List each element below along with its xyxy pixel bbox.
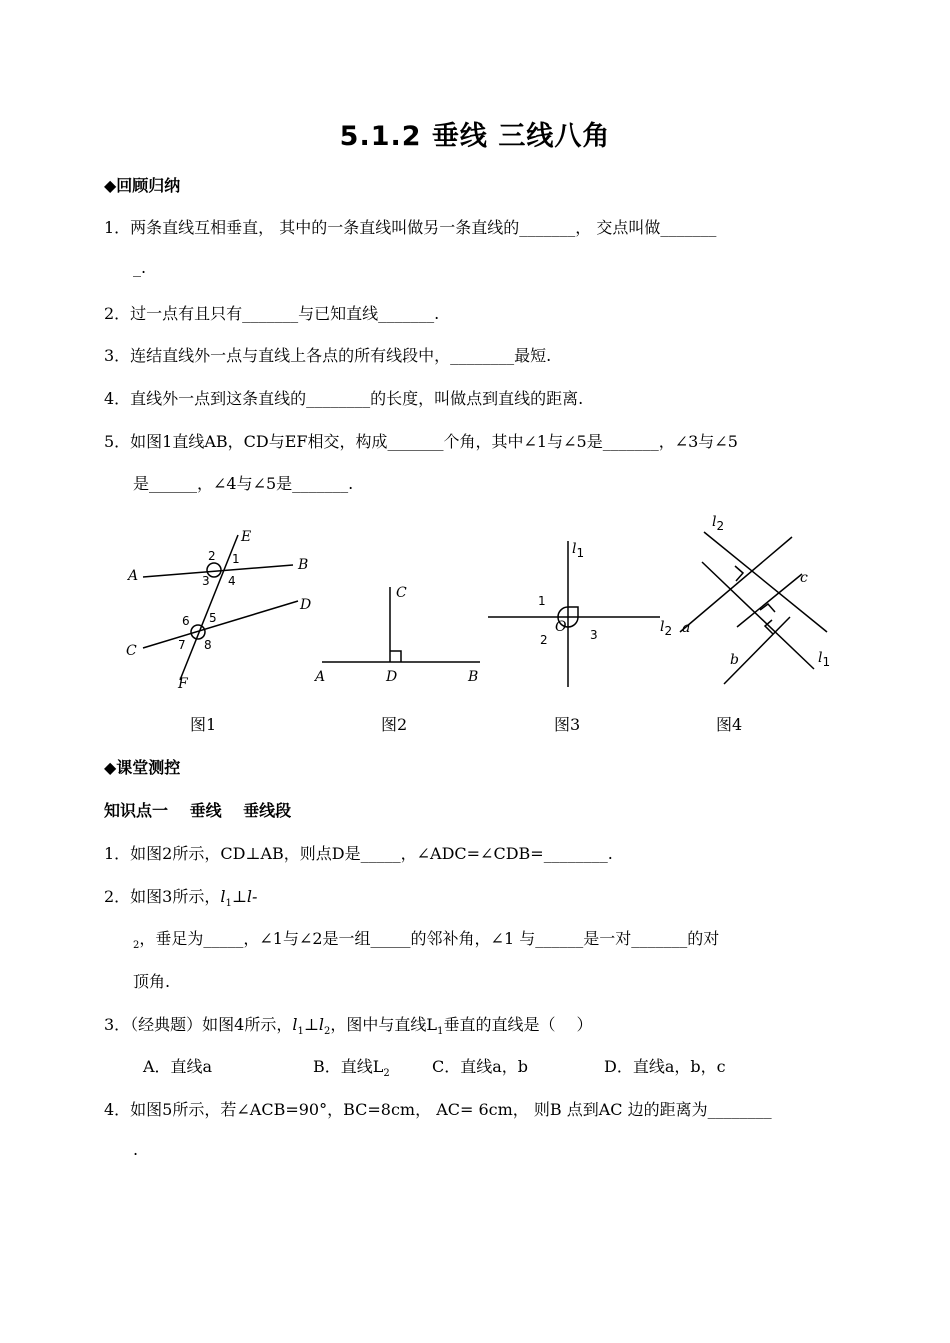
- q2-l1-sub: 1: [225, 898, 232, 910]
- review-question-5-cont: 是______，∠4与∠5是_______.: [133, 474, 354, 493]
- fig1-angle-2: 2: [208, 549, 216, 563]
- figure-2: [310, 575, 490, 690]
- figure-1: [118, 525, 318, 695]
- fig4-label-a: a: [682, 620, 691, 636]
- fig1-angle-7: 7: [178, 638, 186, 652]
- fig1-angle-3: 3: [202, 574, 210, 588]
- classroom-question-2: [104, 884, 257, 909]
- figure-3: [482, 535, 682, 695]
- figure-2-caption: 图2: [381, 715, 408, 734]
- classroom-question-4-cont: .: [133, 1140, 139, 1159]
- review-question-2: 2．过一点有且只有_______与已知直线_______.: [104, 304, 440, 323]
- q3-l2: l: [318, 1015, 325, 1034]
- q3-prefix: 3．（经典题）如图4所示，: [104, 1015, 293, 1034]
- option-b: [313, 1054, 390, 1079]
- review-question-5: 5．如图1直线AB，CD与EF相交，构成_______个角，其中∠1与∠5是_______，∠3与∠5: [104, 432, 738, 451]
- page-title: 5.1.2 垂线 三线八角: [339, 121, 611, 152]
- fig3-label-l1: l1: [572, 541, 585, 560]
- fig3-angle-1: 1: [538, 594, 546, 608]
- fig2-label-C: C: [396, 585, 407, 601]
- option-b-sub: 2: [383, 1068, 390, 1080]
- fig3-angle-2: 2: [540, 633, 548, 647]
- fig2-label-A: A: [315, 669, 326, 685]
- figure-4: [672, 512, 852, 692]
- classroom-question-1: 1．如图2所示，CD⊥AB，则点D是_____，∠ADC=∠CDB=________.: [104, 844, 613, 863]
- q3-l2-sub: 2: [324, 1026, 331, 1038]
- fig1-label-D: D: [300, 597, 312, 613]
- fig1-label-C: C: [126, 643, 137, 659]
- fig4-label-c: c: [800, 570, 808, 586]
- fig3-label-l2: l2: [660, 619, 673, 638]
- fig3-label-O: O: [555, 619, 567, 635]
- section-heading-classroom: ◆课堂测控: [104, 758, 181, 777]
- q3-L1-sub: 1: [437, 1026, 444, 1038]
- fig1-label-E: E: [241, 529, 252, 545]
- figure-4-caption: 图4: [716, 715, 743, 734]
- option-b-text: B．直线L: [313, 1057, 384, 1076]
- section-heading-review: ◆回顾归纳: [104, 176, 181, 195]
- classroom-question-3: [104, 1012, 593, 1037]
- q2-prefix: 2．如图3所示，: [104, 887, 221, 906]
- fig1-label-A: A: [128, 568, 139, 584]
- q2-body: ，垂足为_____，∠1与∠2是一组_____的邻补角，∠1 与______是一对_______的对: [139, 929, 720, 948]
- figure-1-caption: 图1: [190, 715, 217, 734]
- figure-3-caption: 图3: [554, 715, 581, 734]
- fig1-angle-4: 4: [228, 574, 236, 588]
- fig4-label-l2: l2: [712, 514, 725, 533]
- fig1-label-B: B: [298, 557, 309, 573]
- q2-l2-sub: 2: [133, 940, 140, 952]
- classroom-question-2-end: 顶角.: [133, 972, 171, 991]
- review-question-1: 1．两条直线互相垂直， 其中的一条直线叫做另一条直线的_______， 交点叫做_______: [104, 218, 717, 237]
- review-question-4: 4．直线外一点到这条直线的________的长度，叫做点到直线的距离.: [104, 389, 584, 408]
- fig1-angle-6: 6: [182, 614, 190, 628]
- option-c: C．直线a，b: [432, 1057, 529, 1076]
- review-question-1-cont: _.: [133, 258, 147, 277]
- classroom-question-4: 4．如图5所示，若∠ACB=90°，BC=8cm， AC= 6cm， 则B 点到AC 边的距离为________: [104, 1100, 772, 1119]
- fig2-label-B: B: [468, 669, 479, 685]
- fig1-angle-1: 1: [232, 552, 240, 566]
- option-d: D．直线a，b，c: [604, 1057, 726, 1076]
- q3-l1-sub: 1: [297, 1026, 304, 1038]
- q3-perp: ⊥: [303, 1015, 319, 1034]
- q3-l1: l: [292, 1015, 298, 1034]
- option-a: A．直线a: [143, 1057, 213, 1076]
- review-question-3: 3．连结直线外一点与直线上各点的所有线段中，________最短.: [104, 346, 552, 365]
- knowledge-point-heading: 知识点一 垂线 垂线段: [104, 801, 292, 820]
- classroom-question-2-cont: [133, 926, 719, 951]
- q2-perp: ⊥: [231, 887, 247, 906]
- q2-l1: l: [220, 887, 226, 906]
- fig4-label-b: b: [730, 652, 739, 668]
- fig1-angle-8: 8: [204, 638, 212, 652]
- q3-mid: ，图中与直线L: [330, 1015, 438, 1034]
- fig1-label-F: F: [178, 676, 188, 692]
- fig4-label-l1: l1: [818, 650, 831, 669]
- q2-l2: l-: [246, 887, 258, 906]
- q3-end: 垂直的直线是（ ）: [443, 1015, 593, 1034]
- fig3-angle-3: 3: [590, 628, 598, 642]
- fig2-label-D: D: [386, 669, 398, 685]
- fig1-angle-5: 5: [209, 611, 217, 625]
